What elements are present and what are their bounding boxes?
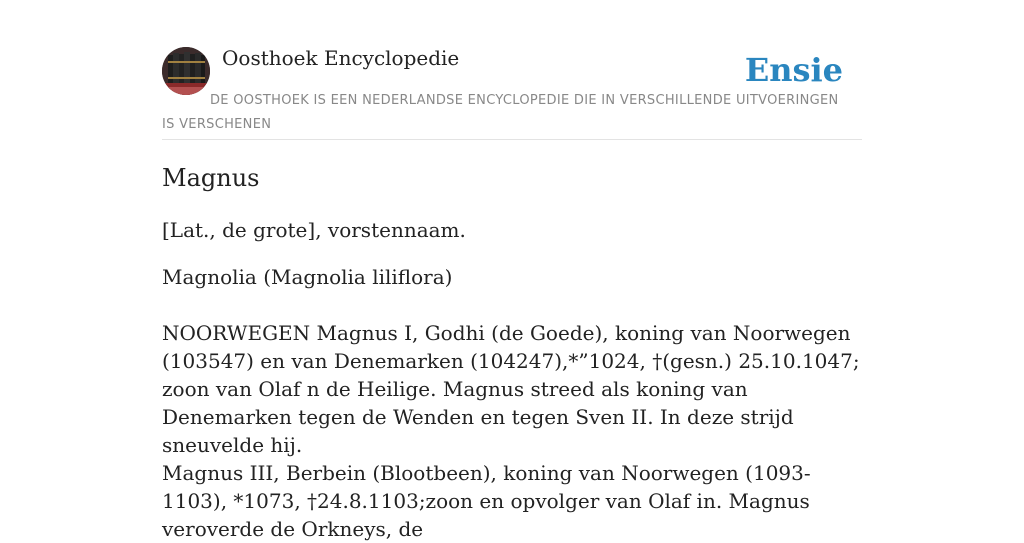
site-tagline: DE OOSTHOEK IS EEN NEDERLANDSE ENCYCLOPEDIE DIE IN VERSCHILLENDE UITVOERINGEN IS VERSCHENEN — [162, 93, 839, 132]
article-paragraph: Magnus III, Berbein (Blootbeen), koning van Noorwegen (1093-1103), *1073, †24.8.1103;zoon en opvolger van Olaf in. Magnus veroverde de Orkneys, de — [162, 461, 811, 541]
site-title-link[interactable]: Oosthoek Encyclopedie — [222, 46, 460, 70]
article-paragraph: NOORWEGEN Magnus I, Godhi (de Goede), koning van Noorwegen (103547) en van Denemarken (104247),*”1024, †(gesn.) 25.10.1047; zoon van Olaf n de Heilige. Magnus streed als koning van Denemarken tegen de Wenden en tegen Sven II. In deze strijd sneuvelde hij. — [162, 321, 860, 457]
book-spines-icon[interactable] — [162, 47, 210, 95]
article-lead: [Lat., de grote], vorstennaam. — [162, 218, 466, 242]
site-header — [162, 0, 862, 140]
brand-logo-link[interactable]: Ensie — [744, 51, 843, 89]
image-caption: Magnolia (Magnolia liliflora) — [162, 265, 453, 289]
page-container — [162, 0, 862, 541]
article-title: Magnus — [162, 164, 260, 192]
